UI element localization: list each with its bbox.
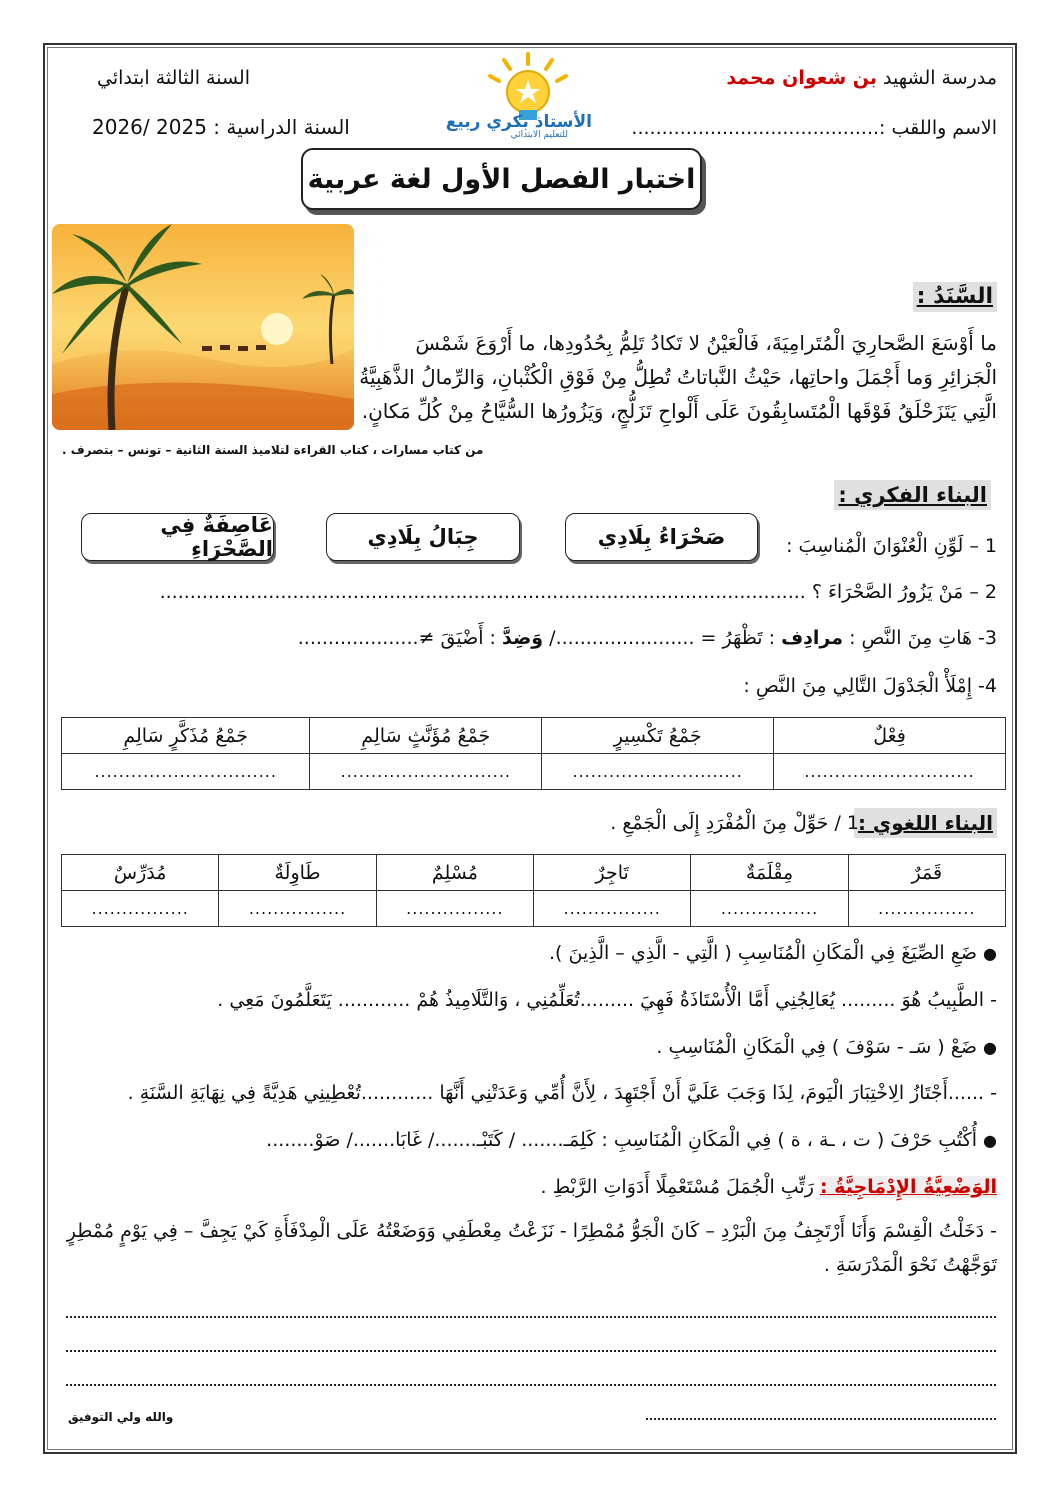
header-verb: فِعْلٌ (774, 718, 1006, 754)
bullet-taa: ● أُكْتُبِ حَرْفَ ( ت ، ـة ، ة ) فِي الْمَكَانِ الْمُنَاسِبِ : كَلِمَـ....... / كَتَبْـ......./ غَابَا......./ صَوْ........ (266, 1129, 997, 1151)
word-pencilcase: مِقْلَمَةٌ (691, 855, 848, 891)
blank-5[interactable]: ................ (219, 891, 376, 927)
word-merchant: تَاجِرٌ (534, 855, 691, 891)
school-name: مدرسة الشهيد بن شعوان محمد (726, 67, 997, 89)
bullet-future: ● ضَعْ ( سَـ - سَوْفَ ) فِي الْمَكَانِ الْمُنَاسِبِ . (656, 1036, 997, 1058)
desert-palm-picture (52, 224, 354, 430)
answer-line-2[interactable] (66, 1350, 996, 1352)
fikri-label: البناء الفكري : (834, 480, 991, 510)
footer-blessing: والله ولي التوفيق (68, 1410, 174, 1424)
word-moon: قَمَرٌ (848, 855, 1005, 891)
lughawi-q1: 1 / حَوِّلْ مِنَ الْمُفْرَدِ إِلَى الْجَمْعِ . (610, 812, 859, 834)
answer-line-4[interactable] (646, 1418, 996, 1420)
sanad-line-3: الَّتِي يَتَزَحْلَقُ فَوْقَها الْمُتَسابِقُونَ عَلَى أَلْواحِ تَزَلُّجٍ، وَيَزُورُها السُّيَّاحُ مِنْ كُلِّ مَكانٍ. (361, 399, 997, 423)
blank-1[interactable]: ................ (848, 891, 1005, 927)
future-line: - ......أَجْتَازُ الِاخْتِبَارَ الْيَومَ، لِذَا وَجَبَ عَلَيَّ أَنْ أَجْتَهِدَ ، لِأَنَّ أُمِّي وَعَدَتْنِي أَنَّهَا ............تُعْطِينِي هَدِيَّةً فِي نِهَايَةِ السَّنَةِ . (127, 1082, 997, 1104)
word-muslim: مُسْلِمٌ (376, 855, 533, 891)
header-masc-plural: جَمْعُ مُذَكَّرٍ سَالِمِ (62, 718, 310, 754)
choice-storm[interactable]: عَاصِفَةٌ فِي الصَّحْرَاءِ (81, 513, 274, 561)
name-field[interactable]: الاسم واللقب :......................................... (631, 117, 997, 139)
grade-label: السنة الثالثة ابتدائي (97, 67, 250, 89)
sanad-source: من كتاب مسارات ، كتاب القراءة لتلاميذ السنة الثانية – تونس – بتصرف . (62, 443, 484, 457)
choice-desert[interactable]: صَحْرَاءُ بِلَادِي (565, 513, 758, 561)
school-year: السنة الدراسية : 2025 /2026 (92, 115, 350, 139)
plural-table (61, 854, 1006, 927)
lughawi-label: البناء اللغوي : (854, 808, 997, 838)
word-teacher: مُدَرِّسٌ (62, 855, 219, 891)
blank-masc-plural[interactable]: .............................. (62, 754, 310, 790)
blank-broken-plural[interactable]: ............................ (542, 754, 774, 790)
header-broken-plural: جَمْعُ تَكْسِيرٍ (542, 718, 774, 754)
fikri-table (61, 717, 1006, 790)
answer-line-3[interactable] (66, 1384, 996, 1386)
choice-mountains[interactable]: جِبَالُ بِلَادِي (326, 513, 520, 561)
fikri-q2: 2 – مَنْ يَزُورُ الصَّحْرَاءَ ؟ ........................................................................................................... (159, 581, 997, 603)
blank-4[interactable]: ................ (376, 891, 533, 927)
logo-subtext: للتعليم الابتدائي (510, 130, 568, 140)
fikri-q1: 1 – لَوِّنِ الْعُنْوَانَ الْمُناسِبَ : (786, 535, 997, 557)
blank-fem-plural[interactable]: ............................ (310, 754, 542, 790)
blank-6[interactable]: ................ (62, 891, 219, 927)
blank-verb[interactable]: ............................ (774, 754, 1006, 790)
word-table: طَاوِلَةٌ (219, 855, 376, 891)
blank-3[interactable]: ................ (534, 891, 691, 927)
sanad-line-2: الْجَزائِرِ وَما أَجْمَلَ واحاتِها، حَيْثُ النَّباتاتُ تُطِلُّ مِنْ فَوْقِ الْكُثْبانِ، وَالرِّمالُ الذَّهَبِيَّةُ (359, 365, 997, 389)
idmaj-line-1: - دَخَلْتُ الْقِسْمَ وَأَنَا أَرْتَجِفُ مِنَ الْبَرْدِ – كَانَ الْجَوُّ مُمْطِرًا - نَزَعْتُ مِعْطَفِي وَوَضَعْتُهُ عَلَى الْمِدْفَأَةِ كَيْ يَجِفَّ – فِي يَوْمٍ مُمْطِرٍ (66, 1220, 997, 1242)
answer-line-1[interactable] (66, 1316, 996, 1318)
exam-title: اختبار الفصل الأول لغة عربية (301, 148, 702, 210)
bullet-relative: ● ضَعِ الصِّيَغَ فِي الْمَكَانِ الْمُنَاسِبِ ( الَّتِي - الَّذِي – الَّذِينَ ). (548, 942, 997, 964)
header-fem-plural: جَمْعُ مُؤَنَّثٍ سَالِمِ (310, 718, 542, 754)
idmaj-heading: الوَضْعِيَّةُ الإِدْمَاجِيَّةُ : رَتِّبِ الْجُمَلَ مُسْتَعْمِلًا أَدَوَاتِ الرَّبْطِ . (540, 1176, 997, 1198)
relative-line: - الطَّبِيبُ هُوَ ......... يُعَالِجُنِي أَمَّا الْأُسْتَاذَةُ فَهِيَ .........تُعَلِّمُنِي ، وَالتَّلَامِيذُ هُمْ ............ يَتَعَلَّمُونَ مَعِي . (217, 989, 997, 1011)
idmaj-line-2: تَوَجَّهْتُ نَحْوَ الْمَدْرَسَةِ . (823, 1254, 997, 1276)
sanad-label: السَّنَدُ : (913, 282, 997, 312)
sanad-line-1: ما أَوْسَعَ الصَّحارِيَ الْمُتَرامِيَةَ، فَالْعَيْنُ لا تَكادُ تَلِمُّ بِحُدُودِها، ما أَرْوَعَ شَمْسَ (415, 331, 997, 355)
blank-2[interactable]: ................ (691, 891, 848, 927)
fikri-q4: 4- إِمْلَأْ الْجَدْوَلَ التَّالِي مِنَ النَّصِ : (743, 675, 997, 697)
fikri-q3: 3- هَاتِ مِنَ النَّصِ : مرادِف : تَظْهَرُ = ......................./ وَضِدَّ : أَضْيَقَ ≠.................... (297, 627, 997, 649)
teacher-logo (445, 50, 598, 142)
logo-text: الأستاذ بكري ربيع (445, 112, 592, 132)
